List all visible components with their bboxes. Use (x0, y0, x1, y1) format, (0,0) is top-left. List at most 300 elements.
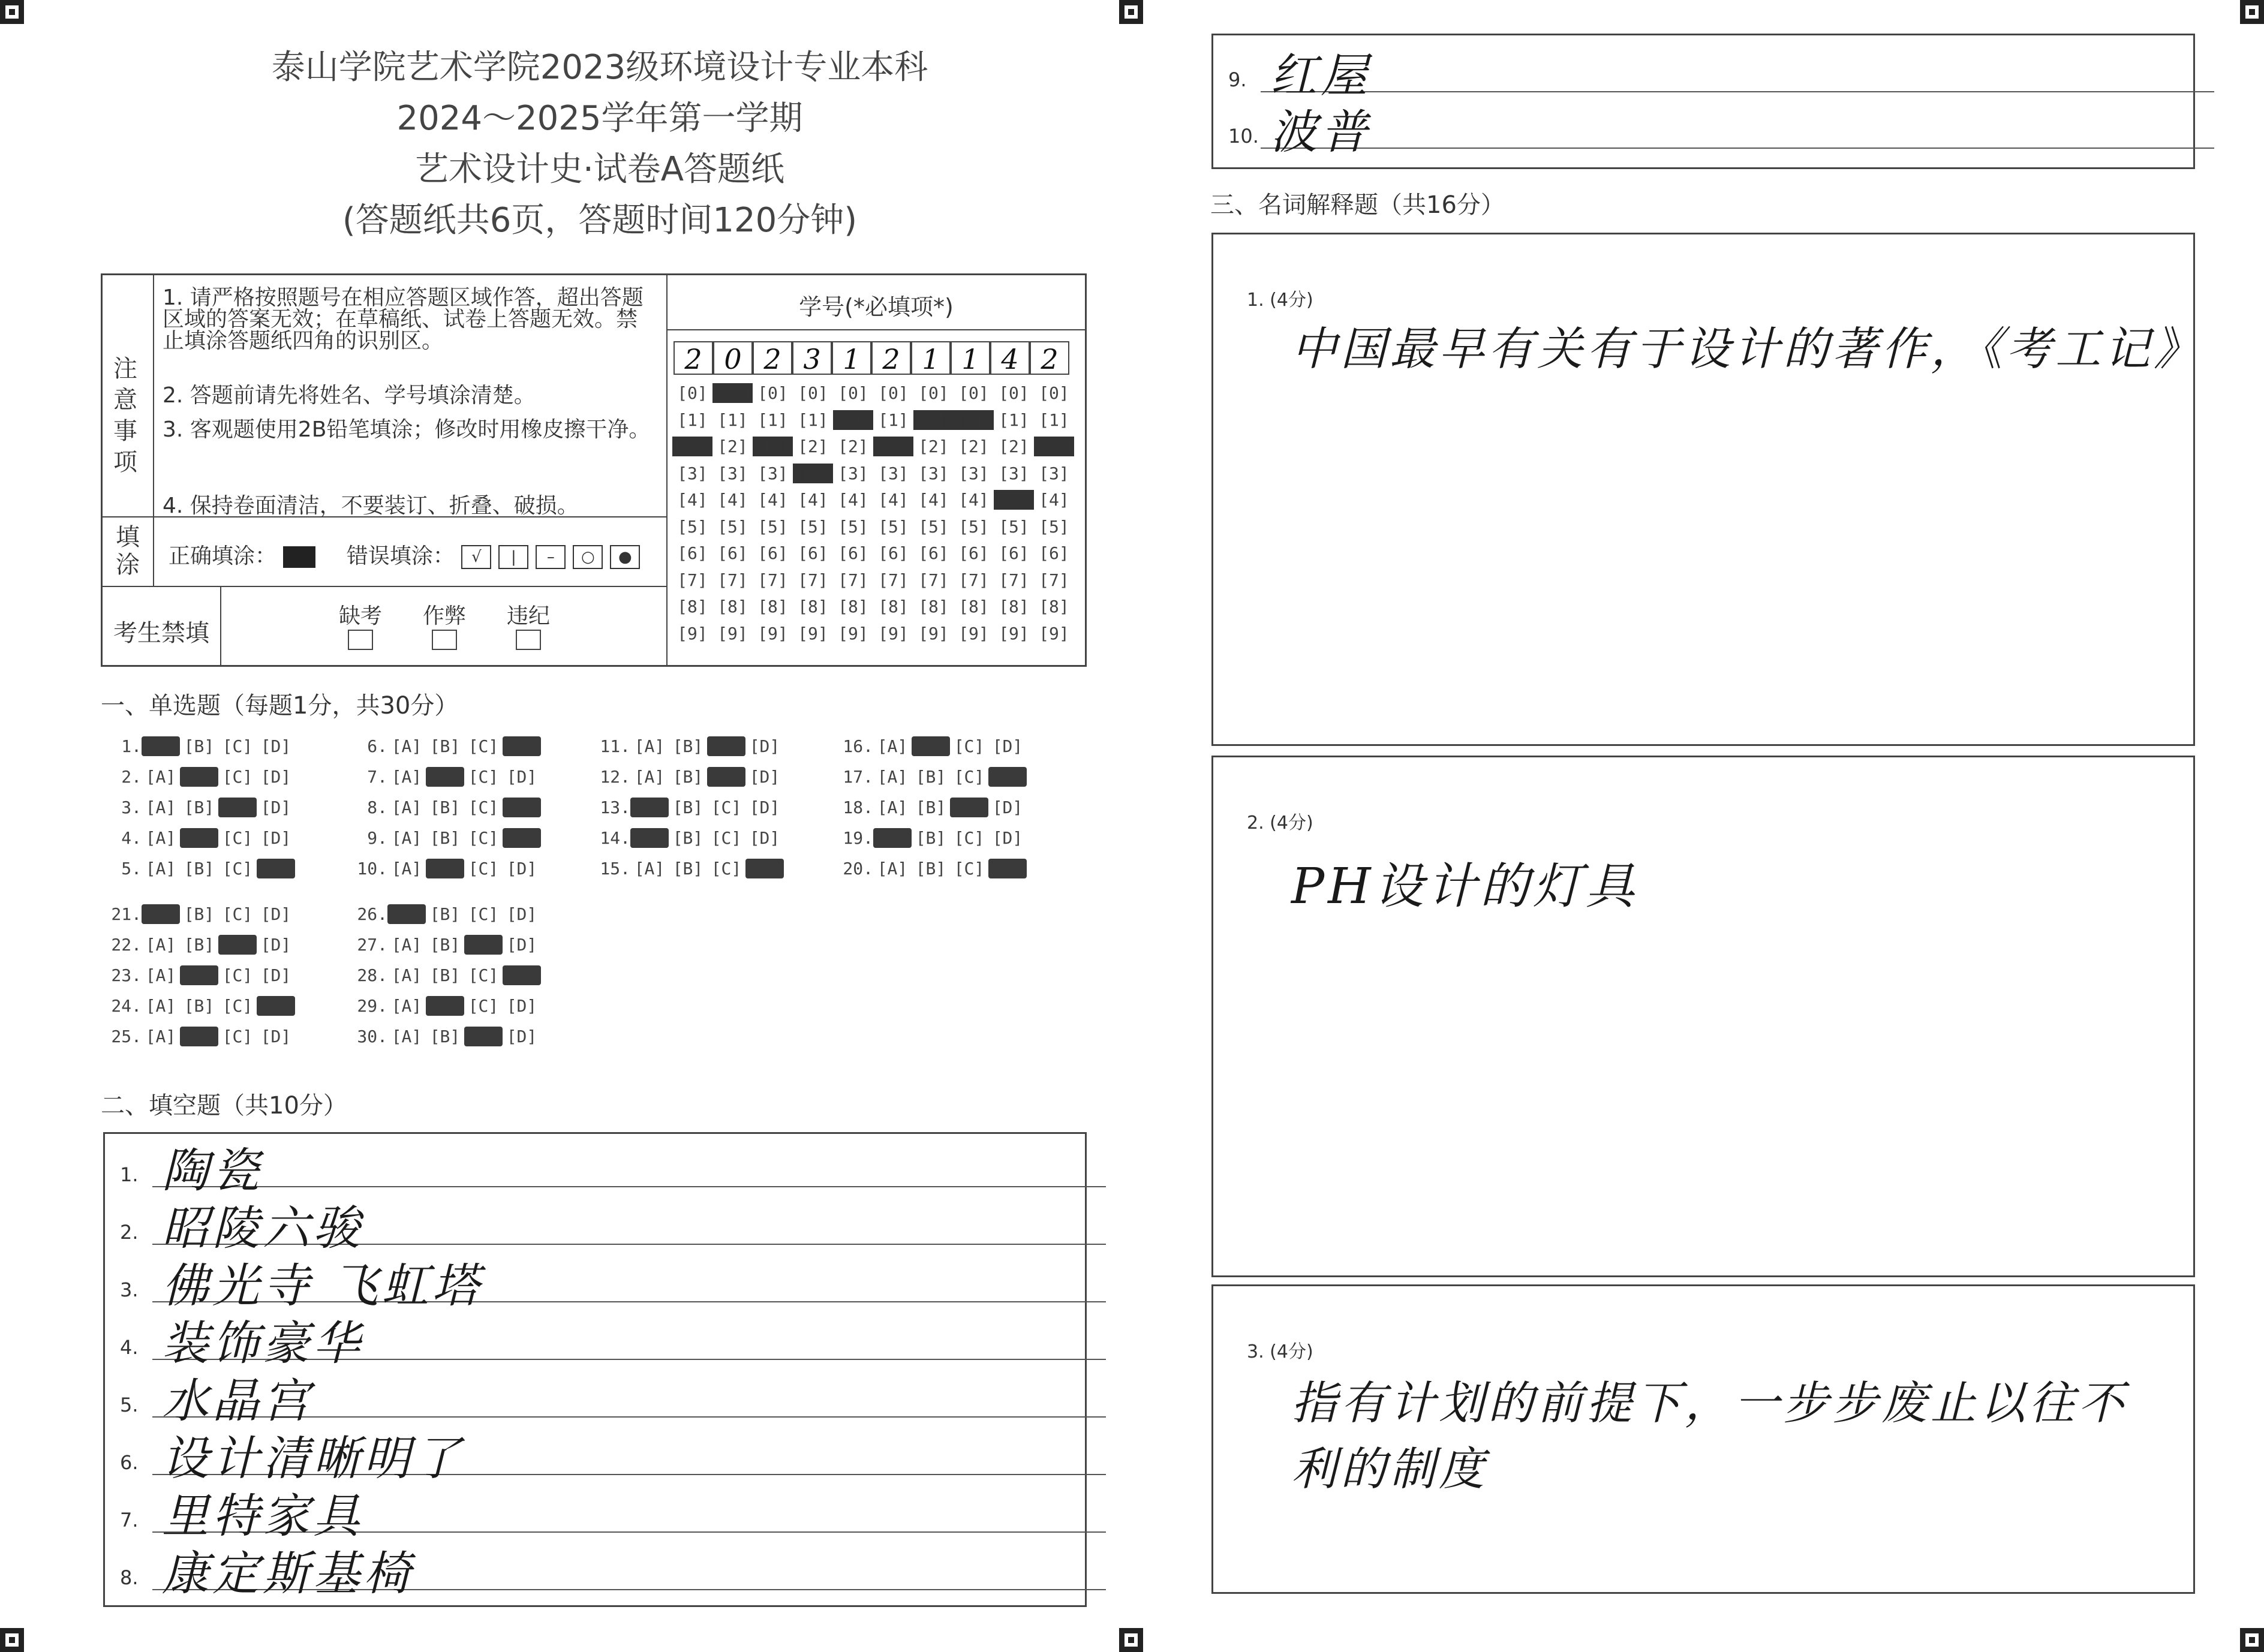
student-id-bubble[interactable]: [0] (677, 383, 708, 403)
student-id-bubble[interactable]: [4] (838, 490, 868, 510)
mcq-option-a[interactable]: [A] (142, 904, 180, 924)
student-id-bubble[interactable]: [7] (958, 570, 989, 590)
mcq-option-c[interactable]: [C] (222, 996, 253, 1016)
student-id-bubble[interactable]: [2] (798, 437, 828, 456)
student-id-bubble[interactable]: [0] (838, 383, 868, 403)
student-id-bubble[interactable]: [7] (798, 570, 828, 590)
mcq-question (840, 736, 1027, 756)
student-id-bubble[interactable]: [6] (999, 543, 1029, 563)
fill-blank-number: 8. (120, 1566, 139, 1589)
mcq-question (108, 935, 295, 955)
fill-blank-answer: 装饰豪华 (162, 1317, 364, 1371)
notice-item-3: 3. 客观题使用2B铅笔填涂；修改时用橡皮擦干净。 (163, 417, 651, 442)
student-id-bubble-grid (672, 383, 1074, 650)
mcq-option-d[interactable]: [D] (503, 798, 541, 817)
mcq-option-c[interactable]: [C] (468, 736, 499, 756)
student-id-bubble[interactable]: [3] (793, 464, 833, 483)
mcq-option-d[interactable]: [D] (749, 767, 780, 787)
mcq-option-b[interactable]: [B] (180, 767, 218, 787)
mcq-question-number: 9. (367, 828, 387, 848)
student-id-bubble[interactable]: [5] (1039, 516, 1069, 537)
mcq-option-c[interactable]: [C] (222, 736, 253, 756)
mcq-option-a[interactable]: [A] (145, 767, 176, 787)
student-id-digit: 4 (990, 341, 1030, 375)
mcq-question-number: 29. (357, 996, 387, 1016)
mcq-option-d[interactable]: [D] (992, 798, 1023, 817)
mcq-option-c[interactable]: [C] (464, 1027, 503, 1046)
mcq-option-b[interactable]: [B] (426, 996, 464, 1016)
student-id-bubble[interactable]: [3] (677, 463, 708, 483)
mcq-option-a[interactable]: [A] (391, 767, 422, 787)
mcq-question (354, 859, 541, 878)
mcq-question (597, 767, 784, 787)
fill-blank-line (1261, 148, 2214, 149)
student-id-bubble[interactable]: [6] (838, 543, 868, 563)
fill-blank-answer: 昭陵六骏 (162, 1202, 364, 1256)
student-id-bubble[interactable]: [3] (918, 463, 949, 483)
student-id-bubble[interactable]: [1] (954, 410, 994, 430)
mcq-question (840, 828, 1027, 848)
mcq-option-a[interactable]: [A] (391, 859, 422, 878)
student-id-bubble[interactable]: [6] (1039, 543, 1069, 563)
wrong-mark-check: √ (461, 545, 491, 569)
mcq-option-a[interactable]: [A] (391, 798, 422, 817)
mcq-option-d[interactable]: [D] (260, 1027, 291, 1046)
fill-blank-number: 1. (120, 1163, 139, 1186)
mcq-option-c[interactable]: [C] (954, 736, 985, 756)
student-id-bubble[interactable]: [6] (798, 543, 828, 563)
mcq-option-c[interactable]: [C] (950, 798, 988, 817)
mcq-option-a[interactable]: [A] (877, 859, 908, 878)
mcq-option-a[interactable]: [A] (145, 935, 176, 955)
mcq-option-b[interactable]: [B] (426, 859, 464, 878)
mcq-question-number: 17. (843, 767, 873, 787)
fill-blank-number: 9. (1228, 68, 1247, 91)
mcq-option-a[interactable]: [A] (387, 904, 426, 924)
fill-label: 填 涂 (116, 523, 140, 579)
student-id-bubble[interactable]: [4] (757, 490, 788, 510)
forbidden-absent-box[interactable] (348, 630, 373, 650)
student-id-bubble[interactable]: [5] (878, 516, 909, 537)
student-id-digit: 2 (753, 341, 792, 375)
student-id-bubble[interactable]: [2] (838, 437, 868, 456)
student-id-bubble[interactable]: [7] (757, 570, 788, 590)
student-id-bubble[interactable]: [2] (918, 437, 949, 456)
mcq-option-c[interactable]: [C] (711, 859, 742, 878)
corner-mark-bottom-middle (1119, 1628, 1143, 1652)
student-id-bubble[interactable]: [0] (878, 383, 909, 403)
student-id-bubble[interactable]: [4] (717, 490, 748, 510)
mcq-option-c[interactable]: [C] (468, 798, 499, 817)
mcq-option-c[interactable]: [C] (464, 935, 503, 955)
mcq-option-a[interactable]: [A] (634, 859, 665, 878)
mcq-question (354, 736, 541, 756)
mcq-option-a[interactable]: [A] (145, 859, 176, 878)
student-id-bubble[interactable]: [5] (958, 516, 989, 537)
mcq-option-d[interactable]: [D] (988, 859, 1027, 878)
mcq-option-c[interactable]: [C] (222, 965, 253, 985)
mcq-option-a[interactable]: [A] (877, 736, 908, 756)
mcq-question-number: 2. (121, 767, 142, 787)
student-id-bubble[interactable]: [1] (913, 410, 954, 430)
mcq-question-number: 15. (600, 859, 630, 878)
student-id-bubble[interactable]: [9] (798, 623, 828, 643)
mcq-option-b[interactable]: [B] (672, 798, 703, 817)
wrong-mark-circle: ○ (573, 545, 603, 569)
mcq-option-a[interactable]: [A] (391, 1027, 422, 1046)
mcq-question-number: 13. (600, 798, 630, 817)
mcq-option-b[interactable]: [B] (915, 828, 946, 848)
student-id-bubble[interactable]: [9] (677, 623, 708, 643)
mcq-option-a[interactable]: [A] (142, 736, 180, 756)
mcq-option-d[interactable]: [D] (257, 996, 295, 1016)
mcq-question (597, 798, 784, 817)
header-line-3: 艺术设计史·试卷A答题纸 (414, 150, 785, 189)
mcq-option-a[interactable]: [A] (634, 767, 665, 787)
mcq-option-c[interactable]: [C] (707, 767, 745, 787)
wrong-fill-label: 错误填涂： (346, 544, 455, 568)
mcq-option-b[interactable]: [B] (184, 859, 215, 878)
mcq-option-b[interactable]: [B] (184, 798, 215, 817)
mcq-section-title: 一、单选题（每题1分，共30分） (101, 692, 459, 720)
forbidden-violation-box[interactable] (516, 630, 541, 650)
mcq-option-d[interactable]: [D] (992, 828, 1023, 848)
student-id-bubble[interactable]: [2] (672, 437, 712, 456)
fill-blank-line (1261, 91, 2214, 92)
mcq-option-d[interactable]: [D] (506, 996, 537, 1016)
mcq-option-c[interactable]: [C] (218, 798, 257, 817)
fill-blank-answer: 康定斯基椅 (162, 1547, 414, 1601)
mcq-option-a[interactable]: [A] (634, 736, 665, 756)
mcq-option-d[interactable]: [D] (988, 767, 1027, 787)
mcq-option-c[interactable]: [C] (222, 859, 253, 878)
student-id-bubble[interactable]: [4] (918, 490, 949, 510)
mcq-option-b[interactable]: [B] (184, 904, 215, 924)
student-id-bubble[interactable]: [4] (994, 490, 1034, 510)
student-id-bubble[interactable]: [4] (1039, 490, 1069, 510)
mcq-option-b[interactable]: [B] (180, 965, 218, 985)
mcq-option-b[interactable]: [B] (429, 1027, 461, 1046)
mcq-option-a[interactable]: [A] (630, 798, 669, 817)
student-id-digit-row (674, 341, 1069, 375)
mcq-option-a[interactable]: [A] (630, 828, 669, 848)
mcq-question-number: 10. (357, 859, 387, 878)
student-id-bubble[interactable]: [2] (873, 437, 913, 456)
student-id-bubble[interactable]: [5] (757, 516, 788, 537)
student-id-bubble[interactable]: [4] (958, 490, 989, 510)
mcq-option-d[interactable]: [D] (503, 828, 541, 848)
mcq-option-a[interactable]: [A] (391, 828, 422, 848)
mcq-option-d[interactable]: [D] (749, 828, 780, 848)
student-id-bubble[interactable]: [0] (999, 383, 1029, 403)
mcq-option-c[interactable]: [C] (222, 828, 253, 848)
student-id-digit: 1 (911, 341, 951, 375)
mcq-option-d[interactable]: [D] (260, 935, 291, 955)
mcq-option-b[interactable]: [B] (915, 859, 946, 878)
mcq-question (108, 859, 295, 878)
mcq-option-d[interactable]: [D] (992, 736, 1023, 756)
mcq-question (597, 859, 784, 878)
mcq-option-c[interactable]: [C] (954, 859, 985, 878)
student-id-bubble[interactable]: [7] (918, 570, 949, 590)
mcq-question-number: 20. (843, 859, 873, 878)
mcq-option-a[interactable]: [A] (391, 965, 422, 985)
student-id-bubble[interactable]: [5] (677, 516, 708, 537)
mcq-option-c[interactable]: [C] (468, 828, 499, 848)
student-id-bubble[interactable]: [0] (798, 383, 828, 403)
mcq-option-a[interactable]: [A] (877, 767, 908, 787)
mcq-option-d[interactable]: [D] (745, 859, 784, 878)
mcq-option-b[interactable]: [B] (184, 935, 215, 955)
student-id-digit: 1 (951, 341, 990, 375)
student-id-bubble[interactable]: [7] (677, 570, 708, 590)
student-id-bubble[interactable]: [1] (1039, 410, 1069, 430)
student-id-bubble[interactable]: [7] (838, 570, 868, 590)
wrong-mark-dash: – (536, 545, 566, 569)
mcq-option-c[interactable]: [C] (468, 859, 499, 878)
mcq-option-c[interactable]: [C] (222, 904, 253, 924)
mcq-option-a[interactable]: [A] (877, 798, 908, 817)
student-id-bubble[interactable]: [8] (798, 597, 828, 616)
mcq-option-b[interactable]: [B] (429, 828, 461, 848)
mcq-option-b[interactable]: [B] (672, 767, 703, 787)
mcq-option-b[interactable]: [B] (429, 935, 461, 955)
student-id-bubble[interactable]: [7] (999, 570, 1029, 590)
mcq-option-b[interactable]: [B] (915, 767, 946, 787)
student-id-bubble[interactable]: [2] (753, 437, 793, 456)
mcq-option-d[interactable]: [D] (257, 859, 295, 878)
student-id-bubble[interactable]: [5] (999, 516, 1029, 537)
student-id-bubble[interactable]: [8] (918, 597, 949, 616)
student-id-bubble[interactable]: [9] (757, 623, 788, 643)
student-id-bubble[interactable]: [8] (677, 597, 708, 616)
mcq-question-number: 14. (600, 828, 630, 848)
mcq-option-c[interactable]: [C] (218, 935, 257, 955)
student-id-bubble[interactable]: [0] (712, 383, 753, 403)
mcq-option-d[interactable]: [D] (506, 904, 537, 924)
student-id-bubble[interactable]: [6] (958, 543, 989, 563)
mcq-option-d[interactable]: [D] (260, 904, 291, 924)
mcq-option-d[interactable]: [D] (260, 798, 291, 817)
mcq-question-number: 28. (357, 965, 387, 985)
student-id-bubble[interactable]: [2] (958, 437, 989, 456)
mcq-option-b[interactable]: [B] (429, 736, 461, 756)
mcq-option-c[interactable]: [C] (707, 736, 745, 756)
student-id-bubble[interactable]: [8] (958, 597, 989, 616)
mcq-option-a[interactable]: [A] (391, 935, 422, 955)
corner-mark-bottom-left (0, 1628, 24, 1652)
fill-blank-answer: 里特家具 (162, 1489, 364, 1543)
student-id-bubble[interactable]: [0] (918, 383, 949, 403)
mcq-option-d[interactable]: [D] (506, 859, 537, 878)
mcq-question-number: 16. (843, 736, 873, 756)
student-id-bubble[interactable]: [9] (958, 623, 989, 643)
student-id-bubble[interactable]: [3] (717, 463, 748, 483)
student-id-bubble[interactable]: [8] (878, 597, 909, 616)
mcq-option-b[interactable]: [B] (672, 828, 703, 848)
student-id-bubble[interactable]: [5] (918, 516, 949, 537)
student-id-bubble[interactable]: [3] (1039, 463, 1069, 483)
mcq-option-c[interactable]: [C] (954, 767, 985, 787)
student-id-digit: 3 (792, 341, 832, 375)
mcq-option-b[interactable]: [B] (672, 859, 703, 878)
fill-blank-answer: 陶瓷 (162, 1144, 263, 1198)
student-id-bubble[interactable]: [9] (1039, 623, 1069, 643)
fill-blank-line (152, 1186, 1106, 1187)
correct-fill-sample (283, 546, 315, 568)
student-id-bubble[interactable]: [2] (717, 437, 748, 456)
mcq-option-c[interactable]: [C] (468, 965, 499, 985)
mcq-option-c[interactable]: [C] (468, 996, 499, 1016)
student-id-bubble[interactable]: [7] (878, 570, 909, 590)
student-id-bubble[interactable]: [9] (878, 623, 909, 643)
mcq-option-b[interactable]: [B] (429, 965, 461, 985)
mcq-option-b[interactable]: [B] (184, 736, 215, 756)
mcq-option-b[interactable]: [B] (429, 798, 461, 817)
student-id-bubble[interactable]: [9] (918, 623, 949, 643)
student-id-bubble[interactable]: [8] (838, 597, 868, 616)
student-id-bubble[interactable]: [6] (918, 543, 949, 563)
mcq-option-d[interactable]: [D] (506, 767, 537, 787)
student-id-bubble[interactable]: [1] (833, 410, 873, 430)
mcq-option-d[interactable]: [D] (260, 736, 291, 756)
student-id-bubble[interactable]: [8] (717, 597, 748, 616)
student-id-bubble[interactable]: [8] (757, 597, 788, 616)
student-id-bubble[interactable]: [5] (838, 516, 868, 537)
student-id-bubble[interactable]: [8] (1039, 597, 1069, 616)
student-id-bubble[interactable]: [0] (958, 383, 989, 403)
student-id-bubble[interactable]: [3] (757, 463, 788, 483)
student-id-bubble[interactable]: [0] (757, 383, 788, 403)
student-id-bubble[interactable]: [6] (677, 543, 708, 563)
mcq-option-c[interactable]: [C] (711, 828, 742, 848)
student-id-bubble[interactable]: [3] (958, 463, 989, 483)
student-id-bubble[interactable]: [1] (798, 410, 828, 430)
student-id-bubble[interactable]: [2] (1034, 437, 1074, 456)
student-id-bubble[interactable]: [6] (878, 543, 909, 563)
mcq-question (354, 828, 541, 848)
mcq-option-a[interactable]: [A] (145, 798, 176, 817)
student-id-bubble[interactable]: [9] (838, 623, 868, 643)
mcq-question-number: 3. (121, 798, 142, 817)
student-id-bubble[interactable]: [6] (717, 543, 748, 563)
mcq-option-a[interactable]: [A] (145, 965, 176, 985)
mcq-option-c[interactable]: [C] (222, 1027, 253, 1046)
mcq-question-number: 19. (843, 828, 873, 848)
student-id-bubble[interactable]: [8] (999, 597, 1029, 616)
mcq-option-d[interactable]: [D] (260, 828, 291, 848)
student-id-bubble[interactable]: [3] (838, 463, 868, 483)
student-id-bubble[interactable]: [7] (1039, 570, 1069, 590)
mcq-question (840, 798, 1027, 817)
mcq-question-number: 25. (111, 1027, 142, 1046)
mcq-option-b[interactable]: [B] (672, 736, 703, 756)
mcq-option-d[interactable]: [D] (749, 736, 780, 756)
mcq-question-number: 23. (111, 965, 142, 985)
mcq-option-b[interactable]: [B] (180, 1027, 218, 1046)
mcq-option-b[interactable]: [B] (912, 736, 950, 756)
mcq-option-a[interactable]: [A] (873, 828, 912, 848)
notice-item-2: 2. 答题前请先将姓名、学号填涂清楚。 (163, 383, 536, 408)
fill-blank-number: 3. (120, 1278, 139, 1301)
mcq-option-d[interactable]: [D] (503, 965, 541, 985)
fill-blank-section-title: 二、填空题（共10分） (101, 1092, 347, 1120)
student-id-bubble[interactable]: [1] (878, 410, 909, 430)
student-id-bubble[interactable]: [4] (878, 490, 909, 510)
mcq-question-number: 18. (843, 798, 873, 817)
student-id-bubble[interactable]: [6] (757, 543, 788, 563)
mcq-option-a[interactable]: [A] (391, 996, 422, 1016)
mcq-option-a[interactable]: [A] (145, 996, 176, 1016)
student-id-bubble[interactable]: [1] (757, 410, 788, 430)
mcq-option-d[interactable]: [D] (749, 798, 780, 817)
mcq-question-number: 12. (600, 767, 630, 787)
mcq-option-a[interactable]: [A] (145, 1027, 176, 1046)
fill-blank-number: 7. (120, 1509, 139, 1531)
student-id-bubble[interactable]: [0] (1039, 383, 1069, 403)
mcq-option-d[interactable]: [D] (506, 935, 537, 955)
mcq-option-c[interactable]: [C] (222, 767, 253, 787)
mcq-option-d[interactable]: [D] (260, 965, 291, 985)
mcq-question (840, 767, 1027, 787)
wrong-mark-dot: ● (610, 545, 640, 569)
student-id-bubble[interactable]: [9] (717, 623, 748, 643)
mcq-option-c[interactable]: [C] (468, 767, 499, 787)
mcq-option-c[interactable]: [C] (711, 798, 742, 817)
mcq-option-b[interactable]: [B] (429, 904, 461, 924)
student-id-bubble[interactable]: [1] (677, 410, 708, 430)
mcq-question-number: 5. (121, 859, 142, 878)
student-id-bubble[interactable]: [5] (798, 516, 828, 537)
student-id-bubble[interactable]: [4] (677, 490, 708, 510)
student-id-bubble[interactable]: [2] (999, 437, 1029, 456)
mcq-question-number: 26. (357, 904, 387, 924)
mcq-option-b[interactable]: [B] (915, 798, 946, 817)
forbidden-cheat-box[interactable] (432, 630, 457, 650)
student-id-title: 学号(*必填项*) (799, 294, 954, 320)
mcq-option-d[interactable]: [D] (260, 767, 291, 787)
definition-box-3 (1211, 1284, 2195, 1594)
student-id-bubble[interactable]: [4] (798, 490, 828, 510)
corner-mark-top-left (0, 0, 24, 24)
student-id-bubble[interactable]: [1] (717, 410, 748, 430)
student-id-bubble[interactable]: [9] (999, 623, 1029, 643)
student-id-bubble[interactable]: [3] (878, 463, 909, 483)
student-id-bubble[interactable]: [5] (717, 516, 748, 537)
student-id-digit: 2 (1030, 341, 1069, 375)
mcq-question (108, 736, 295, 756)
mcq-option-c[interactable]: [C] (954, 828, 985, 848)
mcq-option-c[interactable]: [C] (468, 904, 499, 924)
mcq-option-b[interactable]: [B] (180, 828, 218, 848)
info-box (101, 273, 1087, 667)
definition-3-label: 3. (4分) (1247, 1341, 1313, 1362)
mcq-option-b[interactable]: [B] (184, 996, 215, 1016)
mcq-question (108, 798, 295, 817)
mcq-option-b[interactable]: [B] (426, 767, 464, 787)
mcq-option-a[interactable]: [A] (145, 828, 176, 848)
mcq-option-d[interactable]: [D] (503, 736, 541, 756)
mcq-question (108, 828, 295, 848)
mcq-question (354, 996, 541, 1016)
forbidden-items (318, 599, 570, 655)
mcq-question-number: 11. (600, 736, 630, 756)
mcq-option-d[interactable]: [D] (506, 1027, 537, 1046)
student-id-bubble[interactable]: [1] (999, 410, 1029, 430)
mcq-option-a[interactable]: [A] (391, 736, 422, 756)
student-id-bubble[interactable]: [3] (999, 463, 1029, 483)
student-id-bubble[interactable]: [7] (717, 570, 748, 590)
